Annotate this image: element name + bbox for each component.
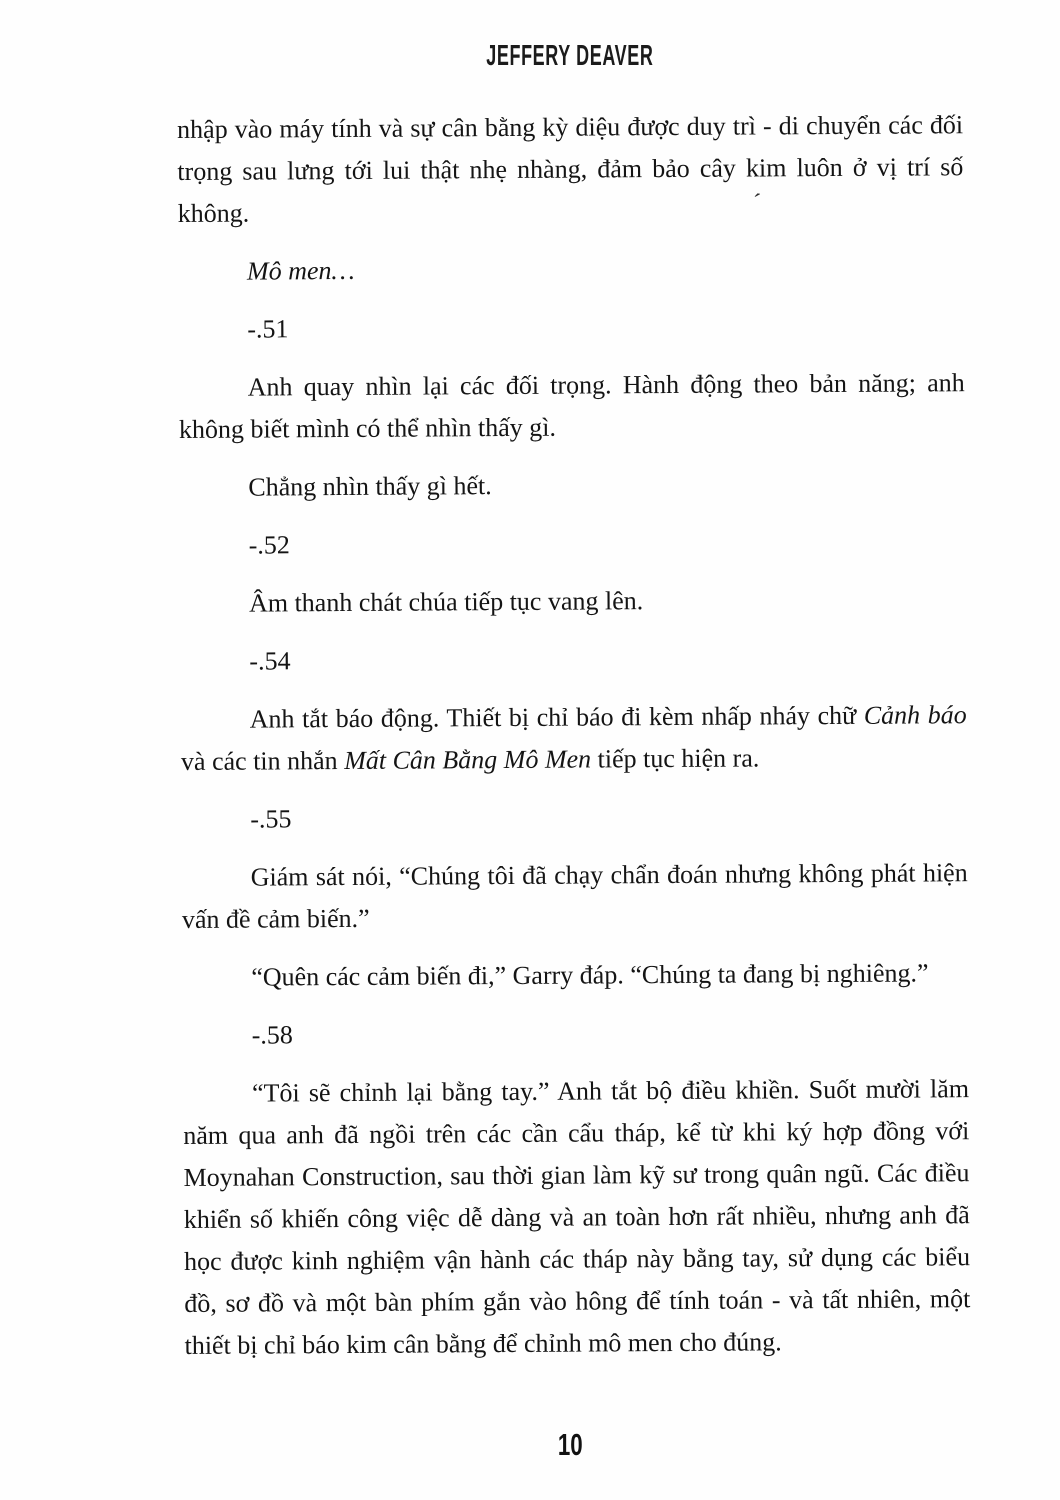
moment-reading-line — [178, 304, 964, 351]
paragraph-text: tiếp tục hiện ra. — [591, 743, 760, 774]
body-paragraph-dialogue — [182, 852, 968, 941]
body-paragraph — [179, 362, 965, 451]
moment-reading-value: -.58 — [251, 1020, 293, 1050]
body-paragraph — [180, 578, 966, 625]
paragraph-text: Anh tắt báo động. Thiết bị chỉ báo đi kèm nhấp nháy chữ — [249, 700, 864, 734]
page-number — [177, 1427, 963, 1463]
moment-reading-line — [183, 1010, 969, 1057]
moment-reading-line — [180, 636, 966, 683]
body-paragraph-momen — [178, 246, 964, 293]
moment-reading-value: -.52 — [248, 530, 290, 560]
page-number-value: 10 — [557, 1427, 583, 1462]
paragraph-text-italic: Cảnh báo — [863, 700, 967, 730]
running-header — [177, 40, 963, 73]
paragraph-text: “Tôi sẽ chỉnh lại bằng tay.” Anh tắt bộ điều khiền. Suốt mười lăm năm qua anh đã ngồi trên các cần cẩu tháp, kể từ khi ký hợp đồng với Moynahan Construction, sau thời gian làm kỹ sư trong quân ngũ. Các điều khiển số khiến công việc dễ dàng và an toàn hơn rất nhiều, nhưng anh đã học được kinh nghiệm vận hành các tháp này bằng tay, sử dụng các biểu đồ, sơ đồ và một bàn phím gắn vào hông để tính toán - và tất nhiên, một thiết bị chỉ báo kim cân bằng để chỉnh mô men cho đúng. — [183, 1074, 971, 1360]
moment-reading-line — [180, 520, 966, 567]
scan-artifact-mark: ´ — [750, 189, 762, 217]
paragraph-text: Giám sát nói, “Chúng tôi đã chạy chẩn đoán nhưng không phát hiện vấn đề cảm biến.” — [181, 858, 968, 934]
moment-reading-value: -.55 — [250, 804, 292, 834]
moment-reading-value: -.51 — [247, 314, 289, 344]
paragraph-text: Âm thanh chát chúa tiếp tục vang lên. — [248, 586, 644, 618]
paragraph-text-italic: Mô men… — [246, 255, 355, 286]
paragraph-text-italic: Mất Cân Bằng Mô Men — [344, 744, 592, 775]
body-paragraph-continuation — [177, 104, 964, 235]
body-paragraph-alarm — [181, 694, 967, 783]
body-paragraph-final — [183, 1068, 971, 1367]
moment-reading-value: -.54 — [249, 646, 291, 676]
body-paragraph-dialogue — [182, 952, 968, 999]
paragraph-text: Anh quay nhìn lại các đối trọng. Hành động theo bản năng; anh không biết mình có thể nhìn thấy gì. — [178, 368, 965, 444]
running-header-author: JEFFERY DEAVER — [486, 40, 654, 72]
moment-reading-line — [181, 794, 967, 841]
paragraph-text: “Quên các cảm biến đi,” Garry đáp. “Chúng ta đang bị nghiêng.” — [251, 958, 929, 992]
body-paragraph — [179, 462, 965, 509]
body-text-column — [177, 104, 971, 1383]
paragraph-text: nhập vào máy tính và sự cân bằng kỳ diệu được duy trì - di chuyển các đối trọng sau lưng tới lui thật nhẹ nhàng, đảm bảo cây kim luôn ở vị trí số không. — [177, 110, 964, 228]
paragraph-text: Chẳng nhìn thấy gì hết. — [248, 471, 492, 502]
paragraph-text: và các tin nhắn — [180, 745, 345, 776]
